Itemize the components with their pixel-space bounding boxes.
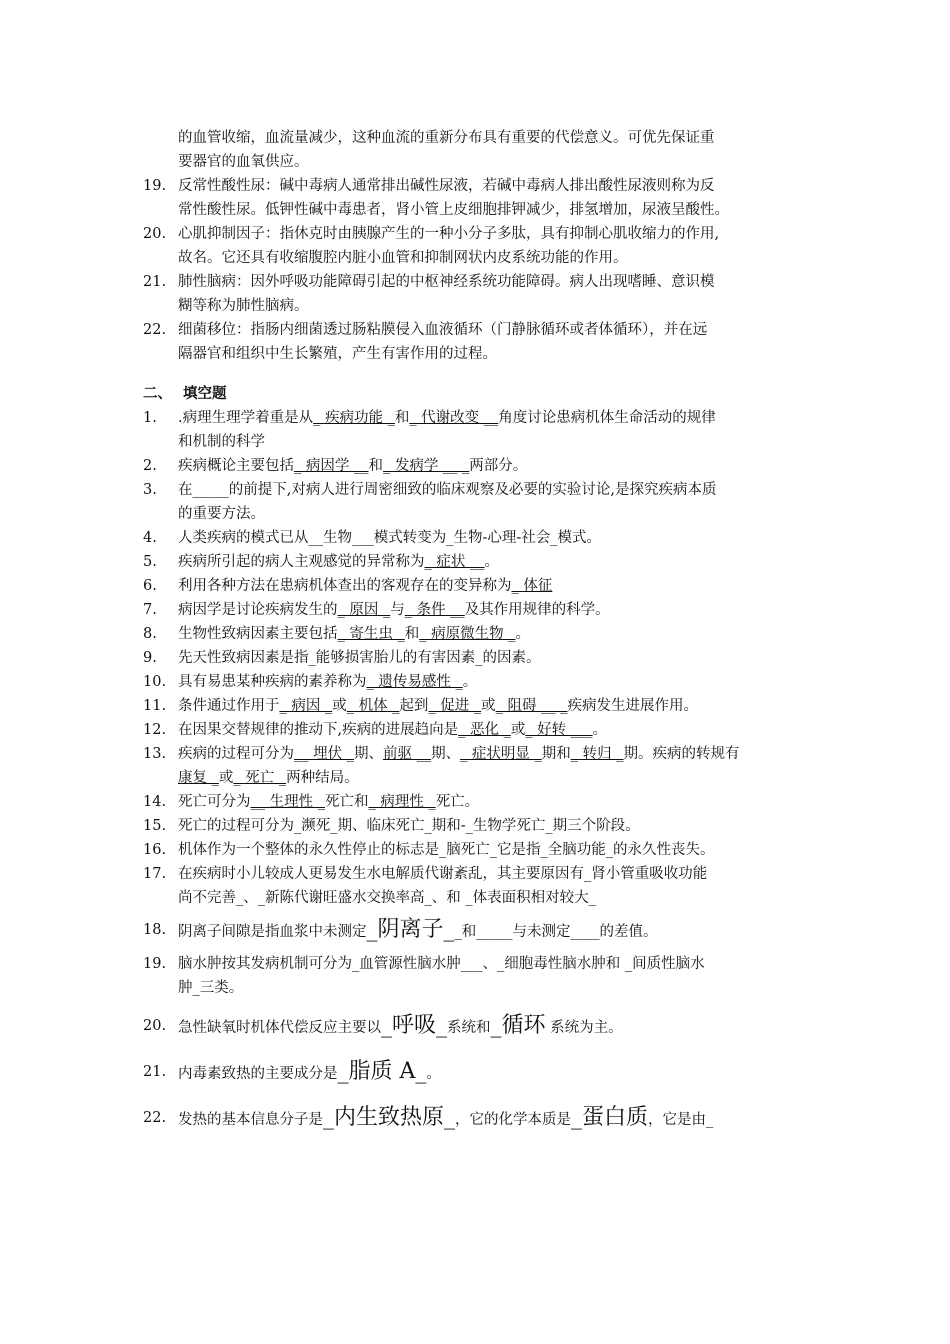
text-segment: 具有易患某种疾病的素养称为 [178,674,367,690]
text-line [178,550,813,574]
text-line [178,976,813,1000]
text-segment: 或 [218,770,234,786]
text-segment: 尚不完善_、_新陈代谢旺盛水交换率高_、和 _体表面积相对较大_ [178,890,596,906]
text-line [178,862,813,886]
item-number: 5. [143,554,157,570]
text-segment: 期、 [353,746,383,762]
item-number: 7. [143,602,157,618]
item-number: 10. [143,674,167,690]
fill-item-2 [143,454,813,478]
item-number: 16. [143,842,167,858]
text-line [178,478,813,502]
text-segment: 生物性致病因素主要包括 [178,626,338,642]
item-number: 21. [143,1064,167,1080]
text-segment: 和 [368,458,383,474]
answer-blank: _阴离子_ [366,917,455,942]
text-segment: 期。疾病的转规有 [623,746,740,762]
definition-item-19 [143,174,813,222]
answer-blank: __ 埋伏 _ [294,746,354,762]
item-number: 19. [143,956,167,972]
text-segment: 两种结局。 [286,770,359,786]
answer-blank: _ 疾病功能 _ [313,410,395,426]
text-line: 肺性脑病：因外呼吸功能障碍引起的中枢神经系统功能障碍。病人出现嗜睡、意识模 [178,274,715,290]
item-number: 8. [143,626,157,642]
answer-blank: _ 转归 _ [570,746,624,762]
text-segment: 死亡和 [324,794,369,810]
text-segment: 和 [394,410,410,426]
answer-blank: _ 病因学 __ [294,458,369,474]
answer-blank: ____ [570,924,600,940]
text-segment: ，它是由_ [648,1112,714,1128]
text-segment: .病理生理学着重是从 [178,410,314,426]
fill-item-8 [143,622,813,646]
text-segment: 内毒素致热的主要成分是 [178,1066,338,1082]
text-segment: 或 [481,698,496,714]
item-number: 1. [143,410,157,426]
fill-item-17 [143,862,813,910]
text-segment: 在 [178,482,193,498]
item-number: 14. [143,794,167,810]
text-segment: 。 [426,1066,441,1082]
section-title: 填空题 [183,385,227,402]
item-number: 15. [143,818,167,834]
fill-item-19 [143,952,813,1000]
answer-blank: _ 发病学 __ _ [382,458,470,474]
text-line: 故名。它还具有收缩腹腔内脏小血管和抑制网状内皮系统功能的作用。 [178,250,628,266]
text-segment: 。 [515,626,530,642]
fill-item-1 [143,406,813,454]
fill-item-3 [143,478,813,526]
text-segment: 与 [390,602,405,618]
fill-item-4 [143,526,813,550]
text-segment: 利用各种方法在患病机体查出的客观存在的变异称为 [178,578,512,594]
answer-blank: _ 病理性 _ [368,794,436,810]
answer-blank: _ 机体 _ [346,698,400,714]
answer-blank: _ 好转 ___ [525,722,593,738]
text-segment: 或 [510,722,526,738]
fill-item-13 [143,742,813,790]
text-line [178,598,813,622]
answer-blank: _ 遗传易感性 _ [366,674,463,690]
text-line [178,1014,813,1040]
text-line [178,1060,813,1086]
definition-continuation [143,126,813,174]
text-segment: 。 [592,722,608,738]
item-number: 6. [143,578,157,594]
item-number: 22. [143,1110,167,1126]
item-number: 22. [143,322,167,338]
text-line: 反常性酸性尿：碱中毒病人通常排出碱性尿液，若碱中毒病人排出酸性尿液则称为反 [178,178,715,194]
text-line [178,502,813,526]
answer-blank: _____ [476,924,513,940]
text-line: 细菌移位：指肠内细菌透过肠粘膜侵入血液循环（门静脉循环或者体循环），并在远 [178,322,708,338]
text-line [178,430,813,454]
answer-blank: _ 原因 _ [337,602,391,618]
fill-item-9 [143,646,813,670]
text-line [178,918,813,944]
text-segment: 病因学是讨论疾病发生的 [178,602,338,618]
answer-blank: _ 恶化 _ [458,722,511,738]
answer-blank: _ 病因 _ [279,698,333,714]
text-segment: 起到 [399,698,429,714]
answer-blank: _ 促进 _ [428,698,482,714]
answer-blank: _内生致热原_ [323,1105,456,1130]
text-segment: 期和 [541,746,571,762]
text-line [178,670,813,694]
answer-blank: 前驱 __ [382,746,432,762]
text-segment: _和 [454,924,477,940]
fill-item-20 [143,1014,813,1040]
answer-blank: _脂质 A_ [337,1059,427,1084]
answer-blank: _ 阻碍 __ _ [495,698,568,714]
answer-blank: _ 症状 __ [424,554,485,570]
answer-blank: _ 代谢改变 __ [409,410,499,426]
text-line: 常性酸性尿。低钾性碱中毒患者，肾小管上皮细胞排钾减少，排氢增加，尿液呈酸性。 [178,202,729,218]
text-line [178,742,813,766]
text-segment: 疾病概论主要包括 [178,458,294,474]
text-segment: 和 [404,626,420,642]
text-segment: 死亡的过程可分为_濒死_期、临床死亡_期和-_生物学死亡_期三个阶段。 [178,818,640,834]
text-segment: 脑水肿按其发病机制可分为_血管源性脑水肿___、_细胞毒性脑水肿和 _间质性脑水 [178,956,705,972]
item-number: 9. [143,650,157,666]
fill-item-16 [143,838,813,862]
text-segment: 条件通过作用于 [178,698,280,714]
text-segment: 及其作用规律的科学。 [464,602,610,618]
text-segment: 疾病发生进展作用。 [567,698,698,714]
text-line [178,406,813,430]
item-number: 3. [143,482,157,498]
item-number: 11. [143,698,167,714]
text-line: 要器官的血氧供应。 [178,154,309,170]
answer-blank: _____ [192,482,229,498]
text-line [178,526,813,550]
text-segment: 人类疾病的模式已从__生物___模式转变为_生物-心理-社会_模式。 [178,530,602,546]
item-number: 18. [143,922,167,938]
text-segment: 两部分。 [469,458,528,474]
text-segment: 先天性致病因素是指_能够损害胎儿的有害因素_的因素。 [178,650,541,666]
text-line [178,886,813,910]
answer-blank: _ 死亡 _ [233,770,287,786]
text-segment: 的重要方法。 [178,506,265,522]
fill-item-11 [143,694,813,718]
document-page [143,126,813,1132]
text-segment: 系统为主。 [545,1020,623,1036]
item-number: 12. [143,722,167,738]
text-segment: 或 [332,698,347,714]
definition-item-22 [143,318,813,366]
text-line [178,454,813,478]
answer-blank: 康复 _ [178,770,219,786]
text-line [178,814,813,838]
text-line: 的血管收缩，血流量减少，这种血流的重新分布具有重要的代偿意义。可优先保证重 [178,130,715,146]
text-segment: 阴离子间隙是指血浆中未测定 [178,924,367,940]
fill-item-18 [143,918,813,944]
section-number: 二、 [143,385,172,402]
text-line: 隔器官和组织中生长繁殖，产生有害作用的过程。 [178,346,497,362]
text-segment: 角度讨论患病机体生命活动的规律 [498,410,716,426]
fill-item-7 [143,598,813,622]
definition-item-20 [143,222,813,270]
fill-item-5 [143,550,813,574]
item-number: 19. [143,178,167,194]
text-line [178,766,813,790]
text-line: 心肌抑制因子：指休克时由胰腺产生的一种小分子多肽，具有抑制心肌收缩力的作用, [178,226,720,242]
text-segment: 死亡。 [435,794,480,810]
text-segment: 死亡可分为 [178,794,251,810]
text-segment: 的差值。 [599,924,658,940]
answer-blank: _蛋白质 [571,1105,649,1130]
text-segment: 发热的基本信息分子是 [178,1112,323,1128]
fill-item-21 [143,1060,813,1086]
answer-blank: _ 症状明显 _ [460,746,542,762]
text-segment: 肿_三类。 [178,980,244,996]
text-segment: 和机制的科学 [178,434,265,450]
text-segment: 在因果交替规律的推动下,疾病的进展趋向是 [178,722,459,738]
section-heading [143,382,813,406]
answer-blank: _ 体征 [511,578,553,594]
answer-blank: _循环 [490,1013,546,1038]
text-line [178,718,813,742]
text-segment: 期、 [431,746,461,762]
text-line [178,646,813,670]
item-number: 21. [143,274,167,290]
item-number: 20. [143,1018,167,1034]
item-number: 17. [143,866,167,882]
text-line [178,1106,813,1132]
text-segment: 机体作为一个整体的永久性停止的标志是_脑死亡_它是指_全脑功能_的永久性丧失。 [178,842,715,858]
text-line: 糊等称为肺性脑病。 [178,298,309,314]
fill-item-15 [143,814,813,838]
text-line [178,952,813,976]
text-segment: 。 [484,554,499,570]
fill-item-6 [143,574,813,598]
text-line [178,622,813,646]
text-segment: 急性缺氧时机体代偿反应主要以 [178,1020,381,1036]
definition-item-21 [143,270,813,318]
item-number: 13. [143,746,167,762]
text-line [178,574,813,598]
text-segment: 疾病所引起的病人主观感觉的异常称为 [178,554,425,570]
text-line [178,694,813,718]
text-segment: 疾病的过程可分为 [178,746,294,762]
fill-item-14 [143,790,813,814]
answer-blank: __ 生理性 _ [250,794,325,810]
text-segment: 。 [462,674,478,690]
fill-item-12 [143,718,813,742]
text-segment: 在疾病时小儿较成人更易发生水电解质代谢紊乱，其主要原因有_肾小管重吸收功能 [178,866,708,882]
item-number: 2. [143,458,157,474]
text-segment: 系统和 [447,1020,491,1036]
fill-item-10 [143,670,813,694]
text-segment: ，它的化学本质是 [455,1112,572,1128]
answer-blank: _ 病原微生物 _ [419,626,516,642]
text-segment: 与未测定 [512,924,571,940]
text-segment: 的前提下,对病人进行周密细致的临床观察及必要的实验讨论,是探究疾病本质 [228,482,717,498]
text-line [178,838,813,862]
item-number: 20. [143,226,167,242]
text-line [178,790,813,814]
answer-blank: _ 条件 __ [404,602,465,618]
fill-item-22 [143,1106,813,1132]
answer-blank: _ 寄生虫 _ [337,626,405,642]
item-number: 4. [143,530,157,546]
answer-blank: _呼吸_ [381,1013,448,1038]
